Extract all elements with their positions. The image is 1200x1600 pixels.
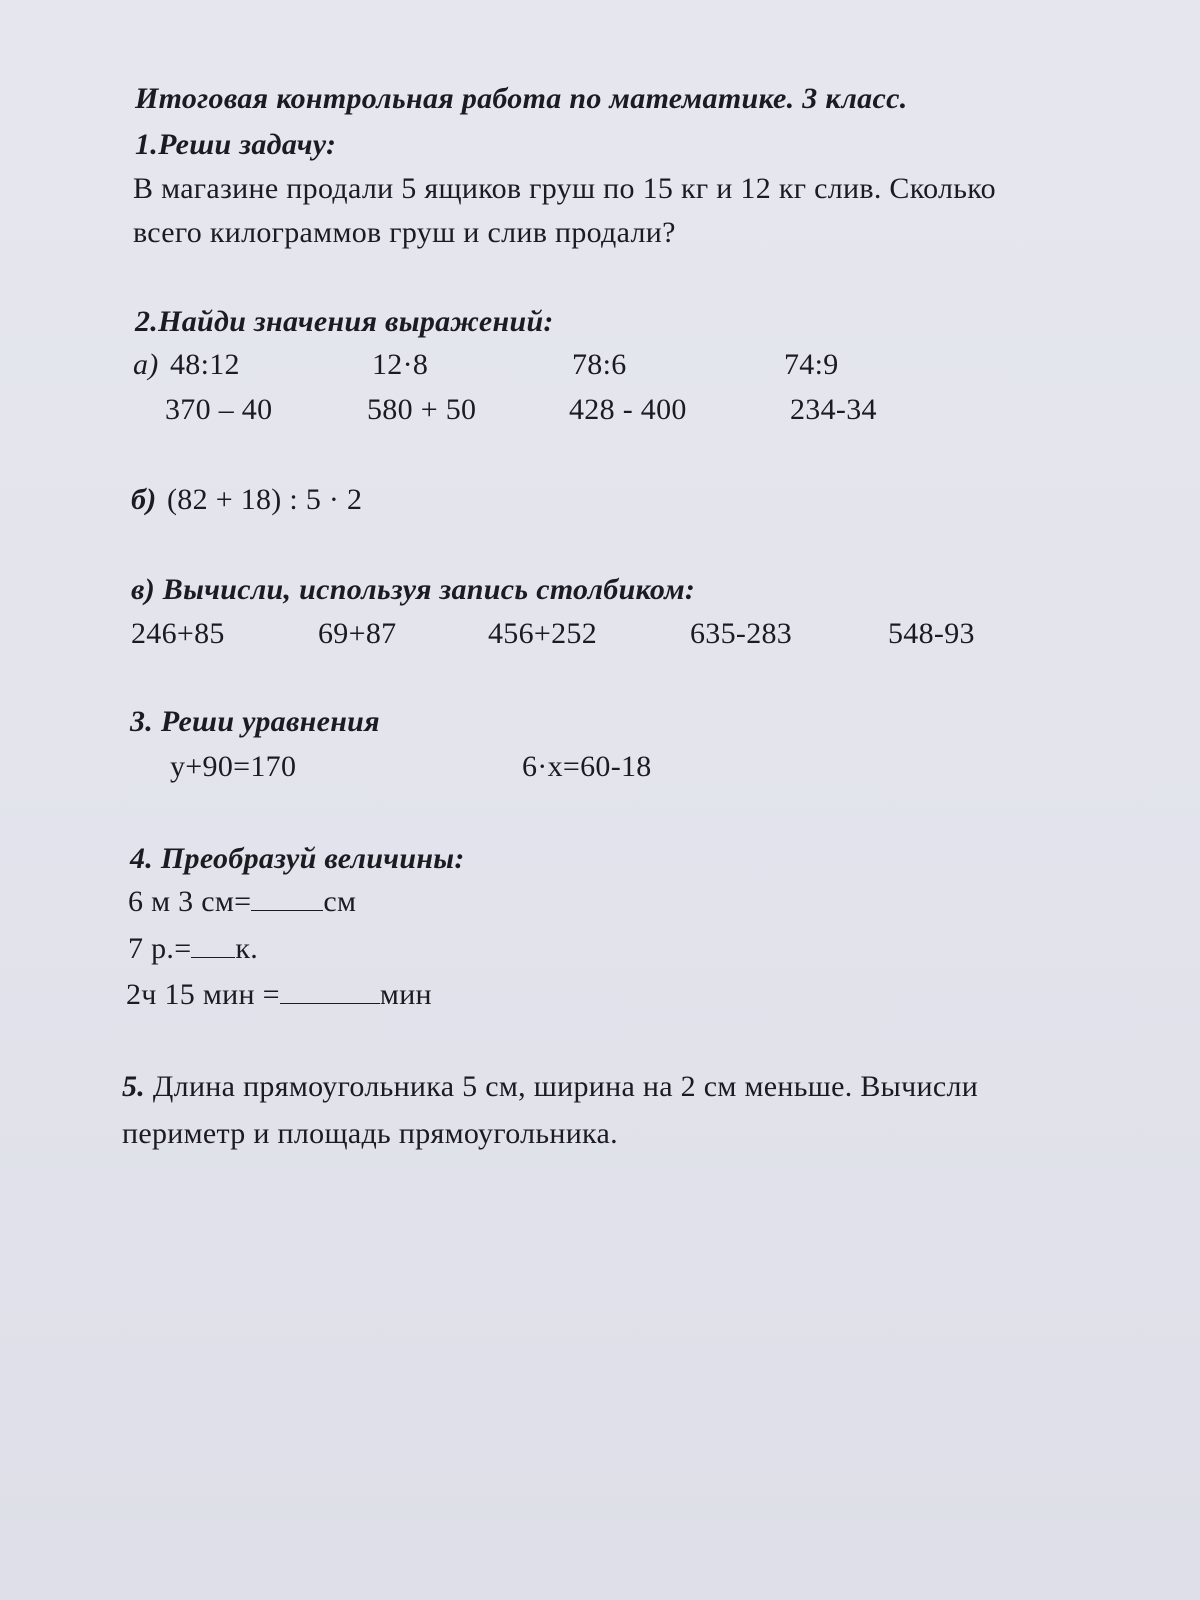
conversion-left: 7 р.= [128, 932, 192, 965]
expression: 580 + 50 [367, 393, 477, 426]
task1-text-line2: всего килограммов груш и слив продали? [133, 216, 676, 249]
column-expression: 635-283 [690, 617, 793, 650]
expression: 78:6 [572, 348, 627, 381]
task1-text-line1: В магазине продали 5 ящиков груш по 15 кг и 12 кг слив. Сколько [133, 172, 996, 205]
expression: 370 – 40 [165, 393, 273, 426]
conversion-unit: к. [235, 932, 259, 965]
answer-blank[interactable] [280, 981, 380, 1004]
conversion-unit: мин [379, 978, 432, 1011]
task5-text: Длина прямоугольника 5 см, ширина на 2 см меньше. Вычисли [145, 1070, 979, 1103]
conversion-left: 6 м 3 см= [128, 885, 252, 918]
conversion-unit: см [323, 885, 357, 918]
answer-blank[interactable] [251, 888, 323, 911]
task5-number: 5. [122, 1070, 146, 1103]
conversion-line-3 [126, 978, 432, 1012]
task2-a-label: а) [133, 348, 159, 381]
expression: 234-34 [790, 393, 877, 426]
task1-heading: 1.Реши задачу: [135, 128, 337, 161]
conversion-line-1 [128, 885, 356, 919]
expression: 428 - 400 [569, 393, 687, 426]
task2-heading: 2.Найди значения выражений: [135, 305, 554, 338]
expression: 12·8 [372, 348, 429, 381]
conversion-left: 2ч 15 мин = [126, 978, 280, 1011]
task2-b-expression: (82 + 18) : 5 · 2 [167, 483, 363, 516]
task5-line2: периметр и площадь прямоугольника. [122, 1117, 618, 1150]
answer-blank[interactable] [191, 935, 235, 958]
task2-b-label: б) [131, 483, 157, 516]
task2-c-heading: в) Вычисли, используя запись столбиком: [131, 573, 696, 606]
equation-2: 6·х=60-18 [522, 750, 652, 783]
conversion-line-2 [128, 932, 258, 966]
expression: 74:9 [784, 348, 839, 381]
expression: 48:12 [170, 348, 240, 381]
equation-1: у+90=170 [170, 750, 297, 783]
page-title: Итоговая контрольная работа по математике. 3 класс. [135, 82, 908, 115]
column-expression: 548-93 [888, 617, 975, 650]
task4-heading: 4. Преобразуй величины: [130, 842, 465, 875]
task5-line1 [122, 1070, 978, 1104]
column-expression: 456+252 [488, 617, 598, 650]
column-expression: 246+85 [131, 617, 225, 650]
column-expression: 69+87 [318, 617, 397, 650]
task3-heading: 3. Реши уравнения [130, 705, 380, 738]
